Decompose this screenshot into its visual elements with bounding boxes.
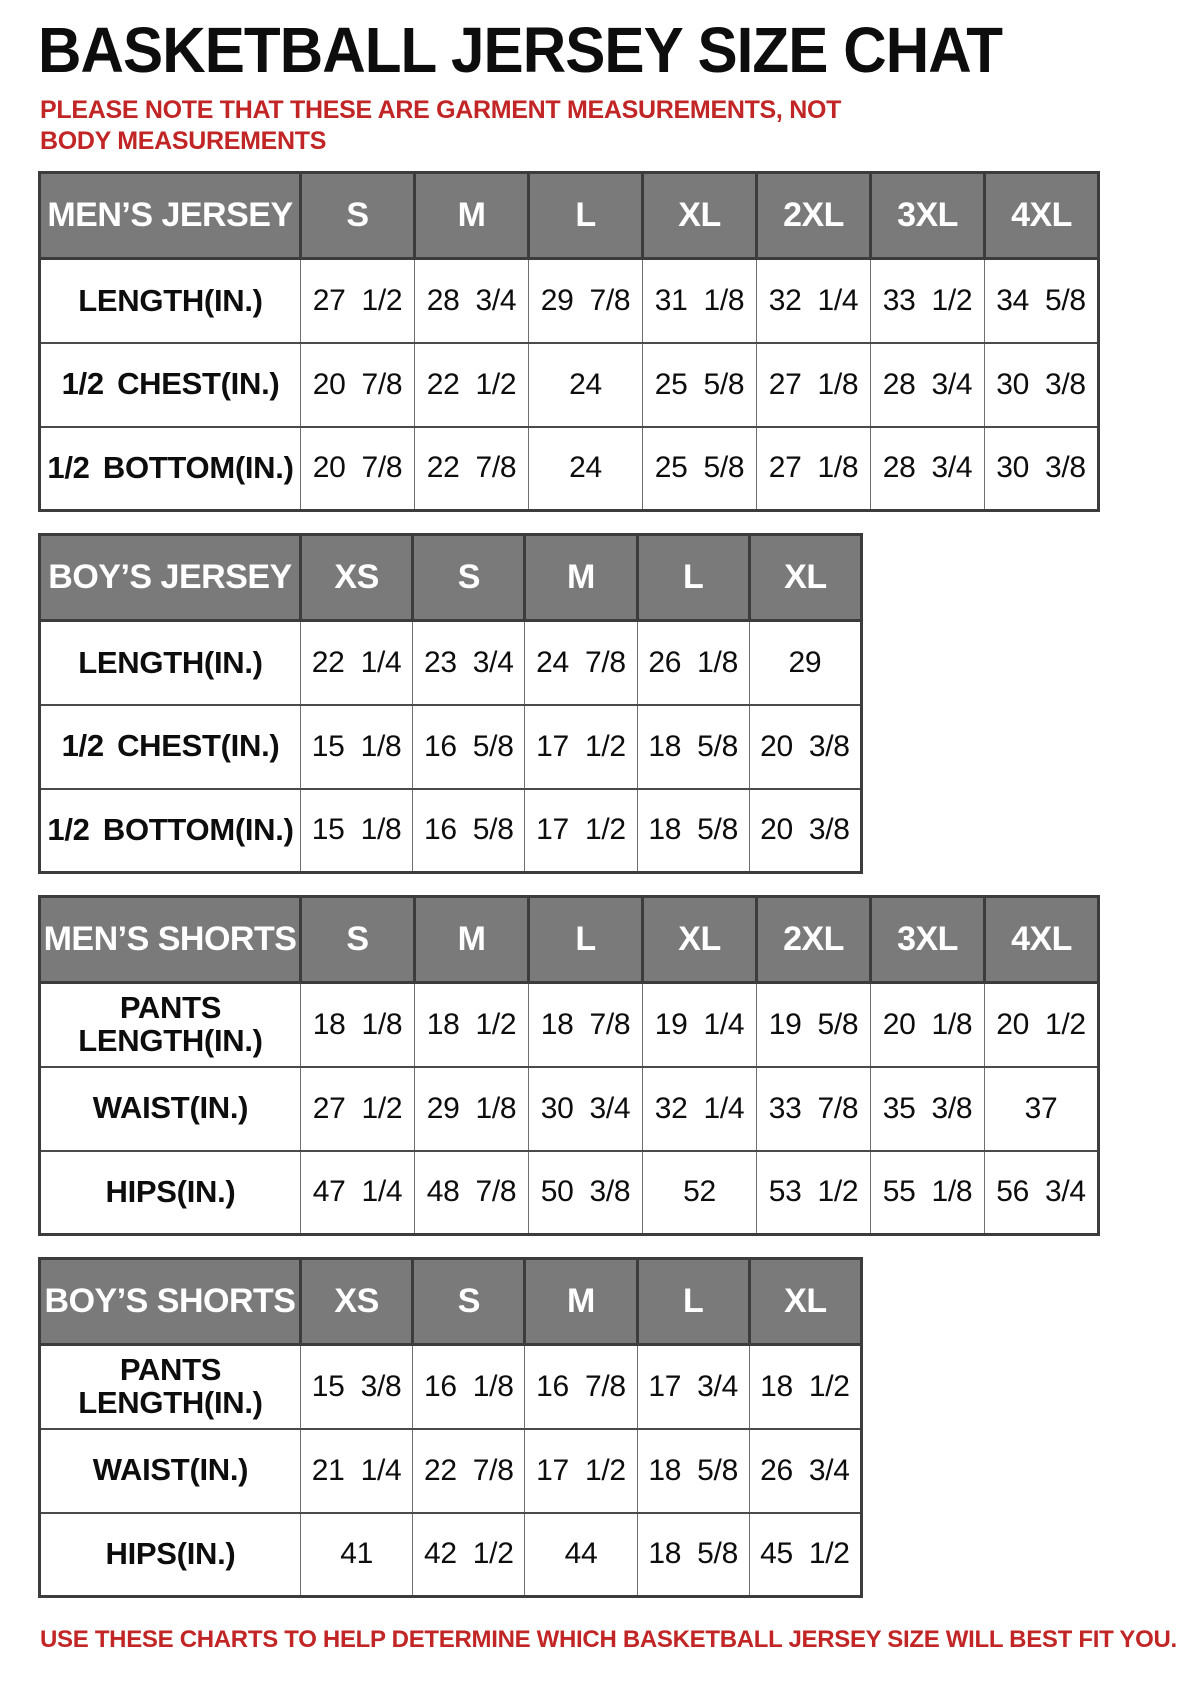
size-value-cell: 19 1/4 <box>643 983 757 1067</box>
size-value-cell: 23 3/4 <box>413 621 525 705</box>
page-title: BASKETBALL JERSEY SIZE CHAT <box>38 14 1003 86</box>
size-value-cell: 20 1/2 <box>985 983 1099 1067</box>
size-value-cell: 27 1/8 <box>757 343 871 427</box>
row-label-cell: LENGTH(IN.) <box>40 259 301 343</box>
size-value-cell: 33 7/8 <box>757 1067 871 1151</box>
size-value-cell: 31 1/8 <box>643 259 757 343</box>
size-value-cell: 20 7/8 <box>301 427 415 511</box>
size-value-cell: 28 3/4 <box>871 427 985 511</box>
size-value-cell: 18 1/2 <box>415 983 529 1067</box>
measurement-row <box>40 705 862 789</box>
size-value-cell: 32 1/4 <box>757 259 871 343</box>
size-column-header: 2XL <box>757 897 871 983</box>
size-value-cell: 18 1/2 <box>749 1345 861 1429</box>
bottom-note: USE THESE CHARTS TO HELP DETERMINE WHICH BASKETBALL JERSEY SIZE WILL BEST FIT YOU. <box>40 1626 1177 1654</box>
size-value-cell: 24 <box>529 427 643 511</box>
measurement-row <box>40 1513 862 1597</box>
size-column-header: XS <box>301 1259 413 1345</box>
size-value-cell: 33 1/2 <box>871 259 985 343</box>
size-value-cell: 50 3/8 <box>529 1151 643 1235</box>
size-value-cell: 18 5/8 <box>637 705 749 789</box>
size-column-header: 4XL <box>985 173 1099 259</box>
size-value-cell: 20 1/8 <box>871 983 985 1067</box>
size-column-header: XL <box>749 535 861 621</box>
row-label-cell: HIPS(IN.) <box>40 1151 301 1235</box>
size-column-header: XL <box>643 173 757 259</box>
size-value-cell: 16 5/8 <box>413 789 525 873</box>
size-column-header: 4XL <box>985 897 1099 983</box>
row-label-cell: 1/2 CHEST(IN.) <box>40 705 301 789</box>
size-column-header: XS <box>301 535 413 621</box>
size-value-cell: 22 7/8 <box>413 1429 525 1513</box>
measurement-row <box>40 1429 862 1513</box>
size-value-cell: 16 1/8 <box>413 1345 525 1429</box>
measurement-row <box>40 259 1099 343</box>
size-column-header: 2XL <box>757 173 871 259</box>
size-column-header: M <box>525 535 637 621</box>
size-value-cell: 16 7/8 <box>525 1345 637 1429</box>
size-value-cell: 48 7/8 <box>415 1151 529 1235</box>
row-label-cell: 1/2 BOTTOM(IN.) <box>40 427 301 511</box>
table-title-cell: MEN’S JERSEY <box>40 173 301 259</box>
size-column-header: 3XL <box>871 897 985 983</box>
size-value-cell: 16 5/8 <box>413 705 525 789</box>
size-column-header: M <box>415 897 529 983</box>
size-value-cell: 52 <box>643 1151 757 1235</box>
size-value-cell: 20 7/8 <box>301 343 415 427</box>
table-title-cell: BOY’S SHORTS <box>40 1259 301 1345</box>
measurement-row <box>40 1345 862 1429</box>
size-value-cell: 21 1/4 <box>301 1429 413 1513</box>
row-label-cell: 1/2 BOTTOM(IN.) <box>40 789 301 873</box>
header-row <box>40 535 862 621</box>
size-table-men-s-jersey <box>38 171 1100 512</box>
row-label-cell: 1/2 CHEST(IN.) <box>40 343 301 427</box>
size-value-cell: 29 1/8 <box>415 1067 529 1151</box>
measurement-row <box>40 1067 1099 1151</box>
size-value-cell: 32 1/4 <box>643 1067 757 1151</box>
size-value-cell: 30 3/8 <box>985 427 1099 511</box>
row-label-cell: WAIST(IN.) <box>40 1067 301 1151</box>
size-value-cell: 17 3/4 <box>637 1345 749 1429</box>
measurement-row <box>40 343 1099 427</box>
size-value-cell: 18 5/8 <box>637 789 749 873</box>
size-value-cell: 55 1/8 <box>871 1151 985 1235</box>
size-value-cell: 37 <box>985 1067 1099 1151</box>
size-value-cell: 15 1/8 <box>301 789 413 873</box>
header-row <box>40 897 1099 983</box>
size-value-cell: 44 <box>525 1513 637 1597</box>
size-value-cell: 18 5/8 <box>637 1429 749 1513</box>
measurement-row <box>40 983 1099 1067</box>
row-label-cell: PANTS LENGTH(IN.) <box>40 983 301 1067</box>
table-title-cell: MEN’S SHORTS <box>40 897 301 983</box>
size-value-cell: 47 1/4 <box>301 1151 415 1235</box>
measurement-row <box>40 427 1099 511</box>
size-column-header: XL <box>643 897 757 983</box>
size-column-header: L <box>637 1259 749 1345</box>
size-column-header: L <box>637 535 749 621</box>
size-table-boy-s-shorts <box>38 1257 863 1598</box>
size-value-cell: 18 1/8 <box>301 983 415 1067</box>
size-value-cell: 28 3/4 <box>871 343 985 427</box>
size-column-header: M <box>525 1259 637 1345</box>
measurement-row <box>40 1151 1099 1235</box>
top-note: PLEASE NOTE THAT THESE ARE GARMENT MEASUREMENTS, NOT BODY MEASUREMENTS <box>40 96 842 155</box>
size-value-cell: 45 1/2 <box>749 1513 861 1597</box>
size-value-cell: 17 1/2 <box>525 789 637 873</box>
size-value-cell: 24 <box>529 343 643 427</box>
size-column-header: M <box>415 173 529 259</box>
row-label-cell: WAIST(IN.) <box>40 1429 301 1513</box>
size-value-cell: 19 5/8 <box>757 983 871 1067</box>
row-label-cell: HIPS(IN.) <box>40 1513 301 1597</box>
size-value-cell: 25 5/8 <box>643 427 757 511</box>
size-value-cell: 15 3/8 <box>301 1345 413 1429</box>
size-value-cell: 34 5/8 <box>985 259 1099 343</box>
size-value-cell: 27 1/8 <box>757 427 871 511</box>
size-value-cell: 27 1/2 <box>301 259 415 343</box>
size-value-cell: 22 1/2 <box>415 343 529 427</box>
table-title-cell: BOY’S JERSEY <box>40 535 301 621</box>
size-value-cell: 26 1/8 <box>637 621 749 705</box>
size-value-cell: 30 3/4 <box>529 1067 643 1151</box>
size-column-header: S <box>301 897 415 983</box>
tables-section <box>38 171 1165 1598</box>
size-column-header: S <box>301 173 415 259</box>
size-column-header: XL <box>749 1259 861 1345</box>
size-value-cell: 56 3/4 <box>985 1151 1099 1235</box>
header-row <box>40 1259 862 1345</box>
size-value-cell: 26 3/4 <box>749 1429 861 1513</box>
size-value-cell: 42 1/2 <box>413 1513 525 1597</box>
size-column-header: L <box>529 897 643 983</box>
size-value-cell: 25 5/8 <box>643 343 757 427</box>
size-value-cell: 17 1/2 <box>525 1429 637 1513</box>
size-value-cell: 22 7/8 <box>415 427 529 511</box>
size-column-header: 3XL <box>871 173 985 259</box>
size-value-cell: 41 <box>301 1513 413 1597</box>
size-value-cell: 20 3/8 <box>749 789 861 873</box>
size-value-cell: 29 7/8 <box>529 259 643 343</box>
size-column-header: S <box>413 535 525 621</box>
header-row <box>40 173 1099 259</box>
size-column-header: L <box>529 173 643 259</box>
measurement-row <box>40 789 862 873</box>
size-value-cell: 30 3/8 <box>985 343 1099 427</box>
size-value-cell: 28 3/4 <box>415 259 529 343</box>
size-value-cell: 18 5/8 <box>637 1513 749 1597</box>
size-value-cell: 22 1/4 <box>301 621 413 705</box>
measurement-row <box>40 621 862 705</box>
size-value-cell: 27 1/2 <box>301 1067 415 1151</box>
size-value-cell: 53 1/2 <box>757 1151 871 1235</box>
size-table-men-s-shorts <box>38 895 1100 1236</box>
row-label-cell: LENGTH(IN.) <box>40 621 301 705</box>
size-value-cell: 20 3/8 <box>749 705 861 789</box>
row-label-cell: PANTS LENGTH(IN.) <box>40 1345 301 1429</box>
size-value-cell: 24 7/8 <box>525 621 637 705</box>
size-value-cell: 15 1/8 <box>301 705 413 789</box>
size-value-cell: 18 7/8 <box>529 983 643 1067</box>
size-value-cell: 29 <box>749 621 861 705</box>
size-column-header: S <box>413 1259 525 1345</box>
size-table-boy-s-jersey <box>38 533 863 874</box>
size-value-cell: 35 3/8 <box>871 1067 985 1151</box>
size-value-cell: 17 1/2 <box>525 705 637 789</box>
